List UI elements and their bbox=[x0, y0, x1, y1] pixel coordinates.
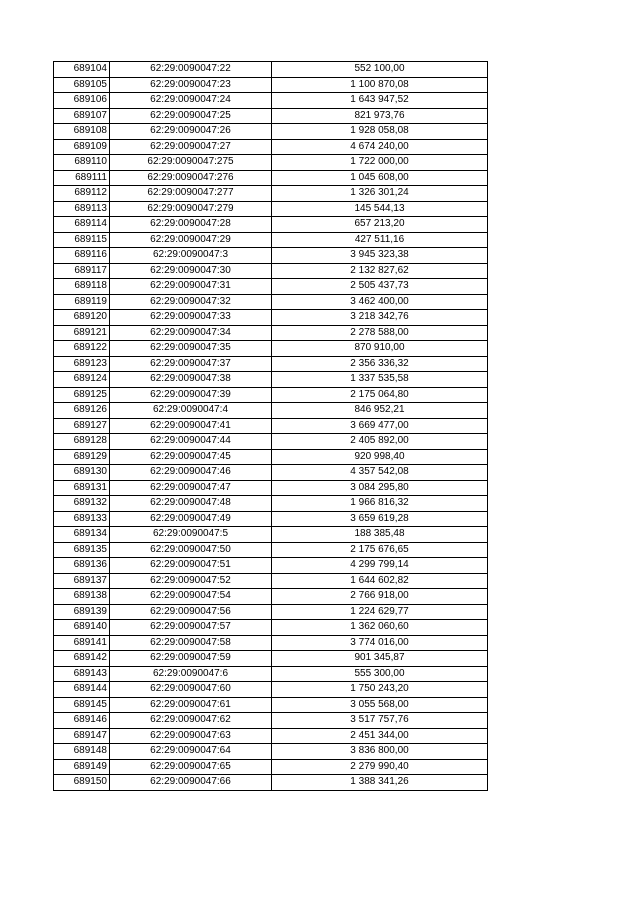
table-row bbox=[54, 155, 488, 171]
table-row bbox=[54, 232, 488, 248]
value-cell: 4 357 542,08 bbox=[272, 465, 488, 481]
row-id-cell: 689143 bbox=[54, 666, 110, 682]
row-id-cell: 689131 bbox=[54, 480, 110, 496]
cadastral-number-cell: 62:29:0090047:5 bbox=[110, 527, 272, 543]
cadastral-number-cell: 62:29:0090047:6 bbox=[110, 666, 272, 682]
value-cell: 1 928 058,08 bbox=[272, 124, 488, 140]
table-row bbox=[54, 356, 488, 372]
table-row bbox=[54, 573, 488, 589]
table-row bbox=[54, 589, 488, 605]
table-row bbox=[54, 775, 488, 791]
row-id-cell: 689105 bbox=[54, 77, 110, 93]
table-row bbox=[54, 418, 488, 434]
table-row bbox=[54, 139, 488, 155]
row-id-cell: 689121 bbox=[54, 325, 110, 341]
cadastral-number-cell: 62:29:0090047:276 bbox=[110, 170, 272, 186]
row-id-cell: 689141 bbox=[54, 635, 110, 651]
cadastral-number-cell: 62:29:0090047:28 bbox=[110, 217, 272, 233]
cadastral-number-cell: 62:29:0090047:23 bbox=[110, 77, 272, 93]
value-cell: 3 659 619,28 bbox=[272, 511, 488, 527]
value-cell: 555 300,00 bbox=[272, 666, 488, 682]
value-cell: 188 385,48 bbox=[272, 527, 488, 543]
row-id-cell: 689126 bbox=[54, 403, 110, 419]
cadastral-number-cell: 62:29:0090047:279 bbox=[110, 201, 272, 217]
row-id-cell: 689142 bbox=[54, 651, 110, 667]
row-id-cell: 689129 bbox=[54, 449, 110, 465]
value-cell: 1 750 243,20 bbox=[272, 682, 488, 698]
table-row bbox=[54, 542, 488, 558]
row-id-cell: 689114 bbox=[54, 217, 110, 233]
row-id-cell: 689123 bbox=[54, 356, 110, 372]
row-id-cell: 689135 bbox=[54, 542, 110, 558]
table-row bbox=[54, 558, 488, 574]
row-id-cell: 689134 bbox=[54, 527, 110, 543]
value-cell: 2 766 918,00 bbox=[272, 589, 488, 605]
row-id-cell: 689140 bbox=[54, 620, 110, 636]
value-cell: 427 511,16 bbox=[272, 232, 488, 248]
table-row bbox=[54, 294, 488, 310]
cadastral-number-cell: 62:29:0090047:30 bbox=[110, 263, 272, 279]
table-row bbox=[54, 635, 488, 651]
value-cell: 2 132 827,62 bbox=[272, 263, 488, 279]
row-id-cell: 689137 bbox=[54, 573, 110, 589]
row-id-cell: 689150 bbox=[54, 775, 110, 791]
cadastral-number-cell: 62:29:0090047:63 bbox=[110, 728, 272, 744]
row-id-cell: 689116 bbox=[54, 248, 110, 264]
cadastral-number-cell: 62:29:0090047:62 bbox=[110, 713, 272, 729]
row-id-cell: 689149 bbox=[54, 759, 110, 775]
row-id-cell: 689122 bbox=[54, 341, 110, 357]
value-cell: 4 299 799,14 bbox=[272, 558, 488, 574]
row-id-cell: 689115 bbox=[54, 232, 110, 248]
value-cell: 1 643 947,52 bbox=[272, 93, 488, 109]
cadastral-number-cell: 62:29:0090047:32 bbox=[110, 294, 272, 310]
table-row bbox=[54, 263, 488, 279]
row-id-cell: 689124 bbox=[54, 372, 110, 388]
cadastral-number-cell: 62:29:0090047:45 bbox=[110, 449, 272, 465]
value-cell: 846 952,21 bbox=[272, 403, 488, 419]
value-cell: 3 462 400,00 bbox=[272, 294, 488, 310]
table-row bbox=[54, 604, 488, 620]
table-row bbox=[54, 217, 488, 233]
table-row bbox=[54, 449, 488, 465]
row-id-cell: 689138 bbox=[54, 589, 110, 605]
row-id-cell: 689133 bbox=[54, 511, 110, 527]
value-cell: 3 836 800,00 bbox=[272, 744, 488, 760]
row-id-cell: 689112 bbox=[54, 186, 110, 202]
row-id-cell: 689127 bbox=[54, 418, 110, 434]
row-id-cell: 689107 bbox=[54, 108, 110, 124]
row-id-cell: 689111 bbox=[54, 170, 110, 186]
value-cell: 1 337 535,58 bbox=[272, 372, 488, 388]
table-row bbox=[54, 434, 488, 450]
table-row bbox=[54, 279, 488, 295]
cadastral-number-cell: 62:29:0090047:29 bbox=[110, 232, 272, 248]
table-row bbox=[54, 403, 488, 419]
cadastral-number-cell: 62:29:0090047:48 bbox=[110, 496, 272, 512]
table-row bbox=[54, 325, 488, 341]
value-cell: 2 175 676,65 bbox=[272, 542, 488, 558]
cadastral-number-cell: 62:29:0090047:24 bbox=[110, 93, 272, 109]
table-row bbox=[54, 651, 488, 667]
cadastral-number-cell: 62:29:0090047:34 bbox=[110, 325, 272, 341]
table-row bbox=[54, 108, 488, 124]
row-id-cell: 689147 bbox=[54, 728, 110, 744]
table-row bbox=[54, 527, 488, 543]
row-id-cell: 689120 bbox=[54, 310, 110, 326]
cadastral-number-cell: 62:29:0090047:52 bbox=[110, 573, 272, 589]
value-cell: 1 644 602,82 bbox=[272, 573, 488, 589]
row-id-cell: 689106 bbox=[54, 93, 110, 109]
cadastral-number-cell: 62:29:0090047:66 bbox=[110, 775, 272, 791]
cadastral-number-cell: 62:29:0090047:275 bbox=[110, 155, 272, 171]
table-row bbox=[54, 372, 488, 388]
cadastral-number-cell: 62:29:0090047:44 bbox=[110, 434, 272, 450]
table-row bbox=[54, 310, 488, 326]
cadastral-number-cell: 62:29:0090047:65 bbox=[110, 759, 272, 775]
cadastral-number-cell: 62:29:0090047:51 bbox=[110, 558, 272, 574]
table-row bbox=[54, 496, 488, 512]
row-id-cell: 689110 bbox=[54, 155, 110, 171]
table-body bbox=[54, 62, 488, 791]
row-id-cell: 689125 bbox=[54, 387, 110, 403]
value-cell: 552 100,00 bbox=[272, 62, 488, 78]
row-id-cell: 689136 bbox=[54, 558, 110, 574]
value-cell: 657 213,20 bbox=[272, 217, 488, 233]
value-cell: 3 774 016,00 bbox=[272, 635, 488, 651]
cadastral-number-cell: 62:29:0090047:27 bbox=[110, 139, 272, 155]
value-cell: 821 973,76 bbox=[272, 108, 488, 124]
data-table bbox=[53, 61, 488, 791]
value-cell: 3 084 295,80 bbox=[272, 480, 488, 496]
value-cell: 3 945 323,38 bbox=[272, 248, 488, 264]
row-id-cell: 689117 bbox=[54, 263, 110, 279]
value-cell: 3 218 342,76 bbox=[272, 310, 488, 326]
cadastral-number-cell: 62:29:0090047:49 bbox=[110, 511, 272, 527]
row-id-cell: 689128 bbox=[54, 434, 110, 450]
row-id-cell: 689119 bbox=[54, 294, 110, 310]
table-row bbox=[54, 248, 488, 264]
row-id-cell: 689139 bbox=[54, 604, 110, 620]
table-row bbox=[54, 201, 488, 217]
cadastral-number-cell: 62:29:0090047:60 bbox=[110, 682, 272, 698]
cadastral-number-cell: 62:29:0090047:39 bbox=[110, 387, 272, 403]
value-cell: 2 356 336,32 bbox=[272, 356, 488, 372]
cadastral-number-cell: 62:29:0090047:35 bbox=[110, 341, 272, 357]
table-row bbox=[54, 77, 488, 93]
cadastral-number-cell: 62:29:0090047:41 bbox=[110, 418, 272, 434]
row-id-cell: 689145 bbox=[54, 697, 110, 713]
row-id-cell: 689118 bbox=[54, 279, 110, 295]
value-cell: 1 045 608,00 bbox=[272, 170, 488, 186]
row-id-cell: 689132 bbox=[54, 496, 110, 512]
table-row bbox=[54, 713, 488, 729]
table-row bbox=[54, 93, 488, 109]
value-cell: 3 517 757,76 bbox=[272, 713, 488, 729]
value-cell: 1 388 341,26 bbox=[272, 775, 488, 791]
table-row bbox=[54, 666, 488, 682]
row-id-cell: 689144 bbox=[54, 682, 110, 698]
value-cell: 901 345,87 bbox=[272, 651, 488, 667]
cadastral-number-cell: 62:29:0090047:22 bbox=[110, 62, 272, 78]
value-cell: 145 544,13 bbox=[272, 201, 488, 217]
table-row bbox=[54, 682, 488, 698]
cadastral-number-cell: 62:29:0090047:3 bbox=[110, 248, 272, 264]
cadastral-number-cell: 62:29:0090047:50 bbox=[110, 542, 272, 558]
table-row bbox=[54, 744, 488, 760]
table-row bbox=[54, 728, 488, 744]
table-row bbox=[54, 620, 488, 636]
cadastral-number-cell: 62:29:0090047:58 bbox=[110, 635, 272, 651]
value-cell: 1 362 060,60 bbox=[272, 620, 488, 636]
row-id-cell: 689109 bbox=[54, 139, 110, 155]
cadastral-number-cell: 62:29:0090047:56 bbox=[110, 604, 272, 620]
value-cell: 2 278 588,00 bbox=[272, 325, 488, 341]
cadastral-number-cell: 62:29:0090047:59 bbox=[110, 651, 272, 667]
table-row bbox=[54, 759, 488, 775]
cadastral-number-cell: 62:29:0090047:64 bbox=[110, 744, 272, 760]
row-id-cell: 689146 bbox=[54, 713, 110, 729]
value-cell: 2 451 344,00 bbox=[272, 728, 488, 744]
value-cell: 3 055 568,00 bbox=[272, 697, 488, 713]
cadastral-number-cell: 62:29:0090047:47 bbox=[110, 480, 272, 496]
value-cell: 870 910,00 bbox=[272, 341, 488, 357]
row-id-cell: 689130 bbox=[54, 465, 110, 481]
row-id-cell: 689104 bbox=[54, 62, 110, 78]
row-id-cell: 689148 bbox=[54, 744, 110, 760]
cadastral-number-cell: 62:29:0090047:57 bbox=[110, 620, 272, 636]
value-cell: 920 998,40 bbox=[272, 449, 488, 465]
value-cell: 1 224 629,77 bbox=[272, 604, 488, 620]
cadastral-number-cell: 62:29:0090047:46 bbox=[110, 465, 272, 481]
table-row bbox=[54, 480, 488, 496]
table-row bbox=[54, 387, 488, 403]
cadastral-number-cell: 62:29:0090047:33 bbox=[110, 310, 272, 326]
cadastral-number-cell: 62:29:0090047:37 bbox=[110, 356, 272, 372]
table-row bbox=[54, 124, 488, 140]
value-cell: 2 279 990,40 bbox=[272, 759, 488, 775]
table-row bbox=[54, 697, 488, 713]
value-cell: 1 966 816,32 bbox=[272, 496, 488, 512]
table-row bbox=[54, 341, 488, 357]
cadastral-number-cell: 62:29:0090047:25 bbox=[110, 108, 272, 124]
cadastral-number-cell: 62:29:0090047:277 bbox=[110, 186, 272, 202]
value-cell: 3 669 477,00 bbox=[272, 418, 488, 434]
table-row bbox=[54, 465, 488, 481]
row-id-cell: 689108 bbox=[54, 124, 110, 140]
table-row bbox=[54, 62, 488, 78]
cadastral-number-cell: 62:29:0090047:38 bbox=[110, 372, 272, 388]
value-cell: 1 100 870,08 bbox=[272, 77, 488, 93]
cadastral-number-cell: 62:29:0090047:54 bbox=[110, 589, 272, 605]
value-cell: 2 175 064,80 bbox=[272, 387, 488, 403]
table-row bbox=[54, 511, 488, 527]
value-cell: 4 674 240,00 bbox=[272, 139, 488, 155]
value-cell: 1 722 000,00 bbox=[272, 155, 488, 171]
cadastral-number-cell: 62:29:0090047:26 bbox=[110, 124, 272, 140]
row-id-cell: 689113 bbox=[54, 201, 110, 217]
value-cell: 2 405 892,00 bbox=[272, 434, 488, 450]
table-row bbox=[54, 186, 488, 202]
value-cell: 2 505 437,73 bbox=[272, 279, 488, 295]
value-cell: 1 326 301,24 bbox=[272, 186, 488, 202]
cadastral-number-cell: 62:29:0090047:4 bbox=[110, 403, 272, 419]
cadastral-number-cell: 62:29:0090047:31 bbox=[110, 279, 272, 295]
cadastral-number-cell: 62:29:0090047:61 bbox=[110, 697, 272, 713]
table-row bbox=[54, 170, 488, 186]
